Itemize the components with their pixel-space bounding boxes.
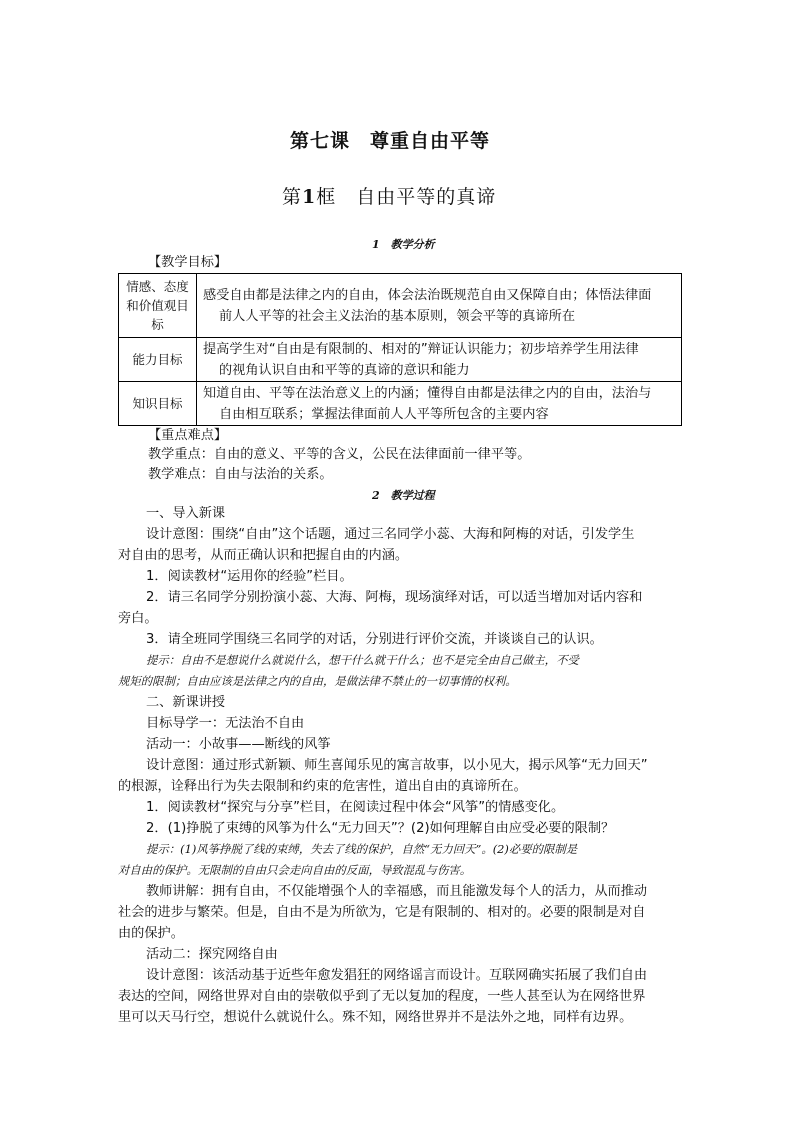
keypoints-heading: 【重点难点】 [148, 428, 228, 443]
body-line: 活动二：探究网络自由 [146, 947, 278, 962]
body-line: 1．阅读教材“运用你的经验”栏目。 [146, 569, 353, 584]
table-row [119, 382, 682, 426]
body-line: 设计意图：该活动基于近些年愈发猖狂的网络谣言而设计。互联网确实拓展了我们自由 [146, 968, 648, 983]
subtitle-prefix: 第 [282, 186, 303, 208]
body-line: 的根源，诠释出行为失去限制和约束的危害性，道出自由的真谛所在。 [118, 779, 527, 794]
objectives-heading: 【教学目标】 [148, 255, 228, 270]
row-label [119, 338, 197, 382]
content-line: 自由相互联系；掌握法律面前人人平等所包含的主要内容 [219, 406, 549, 422]
content-line: 知道自由、平等在法治意义上的内涵；懂得自由都是法律之内的自由，法治与 [203, 385, 652, 401]
body-line: 3．请全班同学围绕三名同学的对话，分别进行评价交流，并谈谈自己的认识。 [146, 632, 603, 647]
body-line: 表达的空间，网络世界对自由的崇敬似乎到了无以复加的程度，一些人甚至认为在网络世界 [118, 989, 646, 1004]
label-line: 能力目标 [132, 352, 183, 367]
lesson-title: 第七课 尊重自由平等 [290, 130, 491, 152]
body-line: 由的保护。 [118, 926, 184, 941]
row-label [119, 274, 197, 338]
key-point: 教学重点：自由的意义、平等的含义，公民在法律面前一律平等。 [148, 447, 531, 462]
tip-line: 对自由的保护。无限制的自由只会走向自由的反面，导致混乱与伤害。 [118, 863, 472, 877]
body-line: 对自由的思考，从而正确认识和把握自由的内涵。 [118, 548, 409, 563]
body-line: 2．(1)挣脱了束缚的风筝为什么“无力回天”？(2)如何理解自由应受必要的限制？ [146, 821, 615, 836]
tip-line: 提示：(1)风筝挣脱了线的束缚，失去了线的保护，自然“无力回天”。(2)必要的限制是 [146, 842, 578, 856]
body-line: 里可以天马行空，想说什么就说什么。殊不知，网络世界并不是法外之地，同样有边界。 [118, 1010, 633, 1025]
label-line: 知识目标 [132, 396, 183, 411]
section-heading-process: 2 教学过程 [372, 489, 435, 502]
section-subtitle [282, 182, 496, 209]
body-line: 社会的进步与繁荣。但是，自由不是为所欲为，它是有限制的、相对的。必要的限制是对自 [118, 905, 646, 920]
content-line: 感受自由都是法律之内的自由，体会法治既规范自由又保障自由；体悟法律面 [203, 287, 652, 303]
table-row [119, 274, 682, 338]
subtitle-number: 1 [302, 186, 317, 208]
body-line: 旁白。 [118, 611, 158, 626]
label-line: 标 [151, 317, 164, 332]
table-row [119, 338, 682, 382]
body-line: 设计意图：通过形式新颖、师生喜闻乐见的寓言故事，以小见大，揭示风筝“无力回天” [146, 758, 648, 773]
row-content [197, 382, 682, 426]
tip-line: 规矩的限制；自由应该是法律之内的自由，是做法律不禁止的一切事情的权利。 [118, 674, 517, 688]
content-line: 前人人平等的社会主义法治的基本原则，领会平等的真谛所在 [219, 308, 576, 324]
objectives-table [118, 273, 682, 426]
tip-line: 提示：自由不是想说什么就说什么，想干什么就干什么；也不是完全由自己做主，不受 [146, 653, 579, 667]
body-line: 一、导入新课 [146, 506, 226, 521]
subtitle-text: 框 自由平等的真谛 [316, 186, 497, 208]
body-line: 活动一：小故事——断线的风筝 [146, 737, 331, 752]
body-line: 二、新课讲授 [146, 695, 226, 710]
row-content [197, 274, 682, 338]
body-line: 教师讲解：拥有自由，不仅能增强个人的幸福感，而且能激发每个人的活力，从而推动 [146, 884, 648, 899]
label-line: 情感、态度 [126, 279, 189, 294]
lesson-body [118, 503, 680, 1028]
content-line: 提高学生对“自由是有限制的、相对的”辩证认识能力；初步培养学生用法律 [203, 341, 639, 357]
label-line: 和价值观目 [126, 298, 189, 313]
content-line: 的视角认识自由和平等的真谛的意识和能力 [219, 362, 470, 378]
body-line: 2．请三名同学分别扮演小蕊、大海、阿梅，现场演绎对话，可以适当增加对话内容和 [146, 590, 643, 605]
body-line: 目标导学一：无法治不自由 [146, 716, 305, 731]
row-content [197, 338, 682, 382]
body-line: 1．阅读教材“探究与分享”栏目，在阅读过程中体会“风筝”的情感变化。 [146, 800, 565, 815]
row-label [119, 382, 197, 426]
difficult-point: 教学难点：自由与法治的关系。 [148, 467, 333, 482]
section-heading-analysis: 1 教学分析 [372, 238, 435, 251]
body-line: 设计意图：围绕“自由”这个话题，通过三名同学小蕊、大海和阿梅的对话，引发学生 [146, 527, 635, 542]
